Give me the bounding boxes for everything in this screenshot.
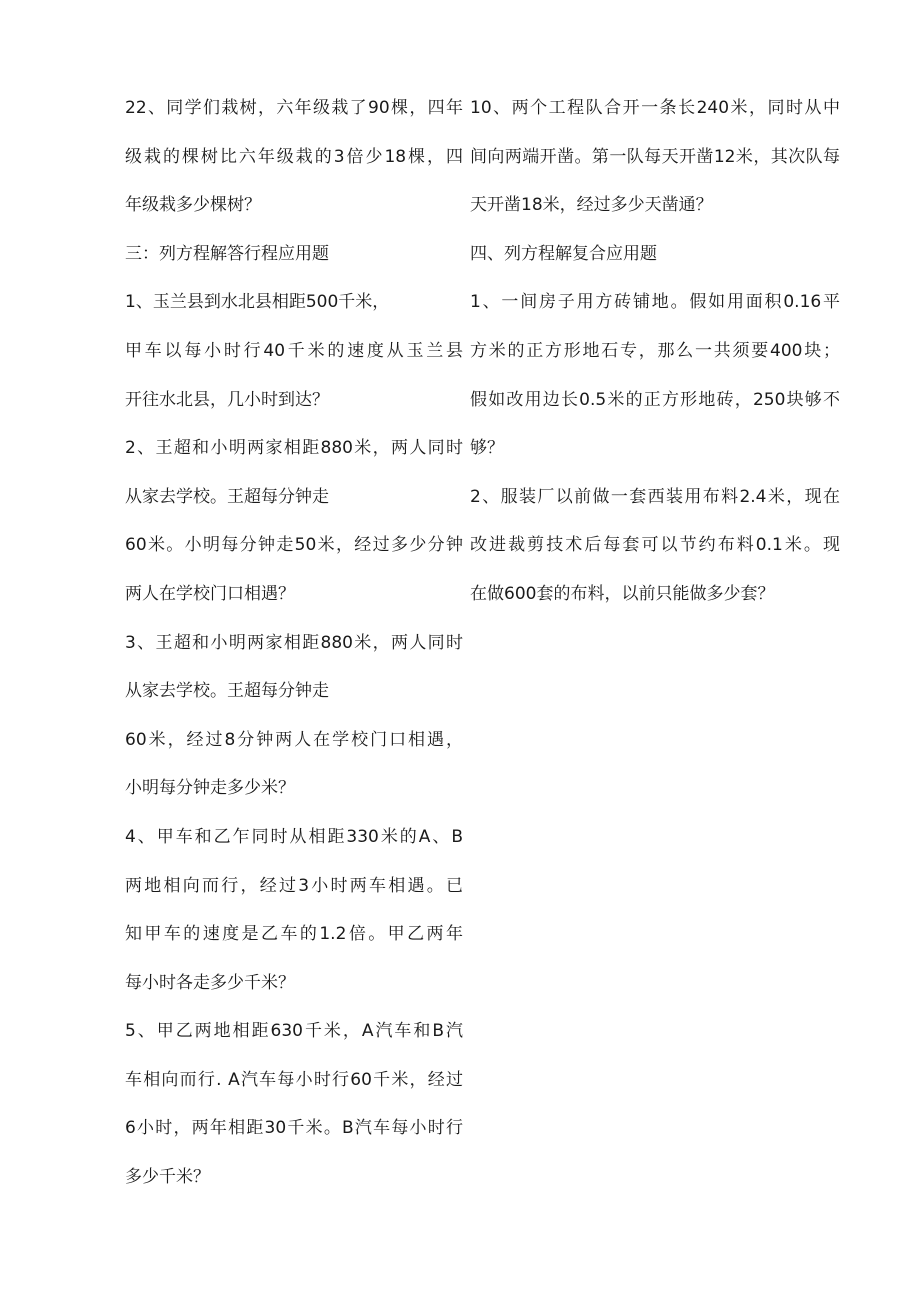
text-line: 22、同学们栽树，六年级栽了90棵，四年 [125,98,463,118]
text-line: 4、甲车和乙乍同时从相距330米的A、B [125,826,463,847]
text-line: 60米。小明每分钟走50米，经过多少分钟 [125,535,463,556]
text-line: 3、王超和小明两家相距880米，两人同时 [125,632,463,653]
text-line: 假如改用边长0.5米的正方形地砖，250块够不 [470,389,840,410]
text-line: 小明每分钟走多少米？ [125,778,295,799]
text-line: 60米，经过8分钟两人在学校门口相遇， [125,729,463,750]
text-line: 2、王超和小明两家相距880米，两人同时 [125,438,463,459]
text-line: 从家去学校。王超每分钟走 [125,486,329,507]
text-line: 多少千米？ [125,1167,210,1188]
text-line: 6小时，两年相距30千米。B汽车每小时行 [125,1118,463,1139]
text-line: 方米的正方形地石专，那么一共须要400块； [470,340,840,361]
text-line: 1、一间房子用方砖铺地。假如用面积0.16平 [470,292,840,313]
text-line: 改进裁剪技术后每套可以节约布料0.1米。现 [470,535,840,556]
text-line: 从家去学校。王超每分钟走 [125,681,329,702]
left-column [125,84,463,1202]
text-line: 两地相向而行，经过3小时两车相遇。已 [125,875,463,896]
text-line: 车相向而行. A汽车每小时行60千米，经过 [125,1069,463,1090]
text-line: 每小时各走多少千米？ [125,972,295,993]
text-line: 在做600套的布料，以前只能做多少套？ [470,583,775,604]
text-line: 两人在学校门口相遇？ [125,583,295,604]
text-line: 年级栽多少棵树？ [125,195,261,216]
text-line: 10、两个工程队合开一条长240米，同时从中 [470,98,840,118]
text-line: 知甲车的速度是乙车的1.2倍。甲乙两年 [125,924,463,945]
text-line: 间向两端开凿。第一队每天开凿12米，其次队每 [470,146,840,167]
text-line: 甲车以每小时行40千米的速度从玉兰县 [125,340,463,361]
text-line: 1、玉兰县到水北县相距500千米， [125,292,390,313]
text-line: 开往水北县，几小时到达？ [125,389,329,410]
text-line: 天开凿18米，经过多少天凿通？ [470,195,713,216]
text-line: 四、列方程解复合应用题 [470,243,657,264]
text-line: 5、甲乙两地相距630千米，A汽车和B汽 [125,1021,463,1042]
right-column [470,84,840,619]
text-line: 三：列方程解答行程应用题 [125,243,329,264]
text-line: 2、服装厂以前做一套西装用布料2.4米，现在 [470,486,840,507]
text-line: 够？ [470,438,504,459]
text-line: 级栽的棵树比六年级栽的3倍少18棵，四 [125,146,463,167]
